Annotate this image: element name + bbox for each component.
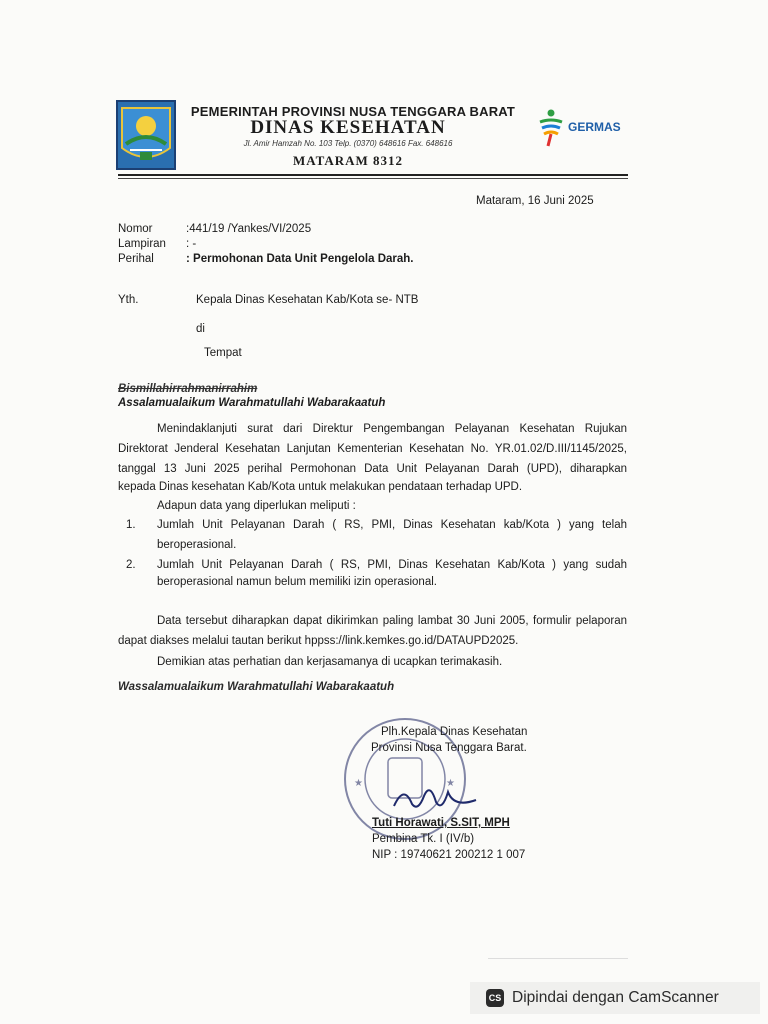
perihal-label: Perihal <box>118 253 154 265</box>
handwritten-signature-icon <box>390 778 480 818</box>
nomor-value: :441/19 /Yankes/VI/2025 <box>186 223 312 235</box>
agency-city: MATARAM 8312 <box>292 153 404 168</box>
paragraph-2: Adapun data yang diperlukan meliputi : <box>157 500 356 512</box>
list-item-1-line-2: beroperasional. <box>157 539 237 551</box>
lampiran-value: : - <box>186 238 197 250</box>
letter-date: Mataram, 16 Juni 2025 <box>476 195 594 207</box>
paragraph-3-line-2: dapat diakses melalui tautan berikut hppss://link.kemkes.go.id/DATAUPD2025. <box>118 635 519 647</box>
camscanner-watermark <box>470 982 760 1014</box>
germas-figure-icon <box>538 108 564 148</box>
bismillah-text: Bismillahirrahmanirrahim <box>118 383 258 395</box>
header-divider <box>118 174 628 176</box>
camscanner-text: Dipindai dengan CamScanner <box>512 989 719 1006</box>
signatory-name: Tuti Horawati, S.SIT, MPH <box>372 817 510 829</box>
list-item-1-line-1: Jumlah Unit Pelayanan Darah ( RS, PMI, Dinas Kesehatan kab/Kota ) yang telah <box>157 519 627 531</box>
svg-text:★: ★ <box>446 778 455 789</box>
paragraph-4: Demikian atas perhatian dan kerjasamanya di ucapkan terimakasih. <box>157 656 503 668</box>
list-item-2-number: 2. <box>126 559 136 571</box>
recipient-di: di <box>196 323 205 335</box>
signatory-title-2: Provinsi Nusa Tenggara Barat. <box>371 742 527 754</box>
recipient-name: Kepala Dinas Kesehatan Kab/Kota se- NTB <box>196 294 419 306</box>
nomor-label: Nomor <box>118 223 153 235</box>
header-divider-thin <box>118 178 628 179</box>
list-item-2-line-1: Jumlah Unit Pelayanan Darah ( RS, PMI, Dinas Kesehatan Kab/Kota ) yang sudah <box>157 559 627 571</box>
svg-text:★: ★ <box>354 778 363 789</box>
perihal-value: : Permohonan Data Unit Pengelola Darah. <box>186 253 414 265</box>
signatory-rank: Pembina Tk. I (IV/b) <box>372 833 475 845</box>
paragraph-1-line-4: kepada Dinas kesehatan Kab/Kota untuk melakukan pendataan terhadap UPD. <box>118 481 523 493</box>
camscanner-icon: CS <box>486 989 504 1007</box>
agency-name: DINAS KESEHATAN <box>250 117 446 138</box>
signatory-nip: NIP : 19740621 200212 1 007 <box>372 849 526 861</box>
lampiran-label: Lampiran <box>118 238 166 250</box>
recipient-place: Tempat <box>204 347 242 359</box>
germas-logo <box>538 108 628 152</box>
recipient-yth: Yth. <box>118 294 139 306</box>
ntb-province-emblem-icon <box>116 100 176 170</box>
paragraph-1-line-2: Direktorat Jenderal Kesehatan Lanjutan Kementerian Kesehatan No. YR.01.02/D.III/1145/2025, <box>118 443 627 455</box>
paragraph-1-line-3: tanggal 13 Juni 2025 perihal Permohonan Data Unit Pelayanan Darah (UPD), diharapkan <box>118 463 627 475</box>
paragraph-3-line-1: Data tersebut diharapkan dapat dikirimkan paling lambat 30 Juni 2005, formulir pelaporan <box>157 615 627 627</box>
government-name: PEMERINTAH PROVINSI NUSA TENGGARA BARAT <box>190 104 516 119</box>
list-item-2-line-2: beroperasional namun belum memiliki izin operasional. <box>157 576 437 588</box>
list-item-1-number: 1. <box>126 519 136 531</box>
signatory-title-1: Plh.Kepala Dinas Kesehatan <box>381 726 528 738</box>
agency-address: Jl. Amir Hamzah No. 103 Telp. (0370) 648616 Fax. 648616 <box>243 139 453 148</box>
salam-text: Assalamualaikum Warahmatullahi Wabarakaatuh <box>118 397 386 409</box>
closing-salam: Wassalamualaikum Warahmatullahi Wabarakaatuh <box>118 681 395 693</box>
paragraph-1-line-1: Menindaklanjuti surat dari Direktur Pengembangan Pelayanan Kesehatan Rujukan <box>157 423 627 435</box>
footer-faint-line <box>488 958 628 959</box>
germas-text: GERMAS <box>568 120 621 134</box>
